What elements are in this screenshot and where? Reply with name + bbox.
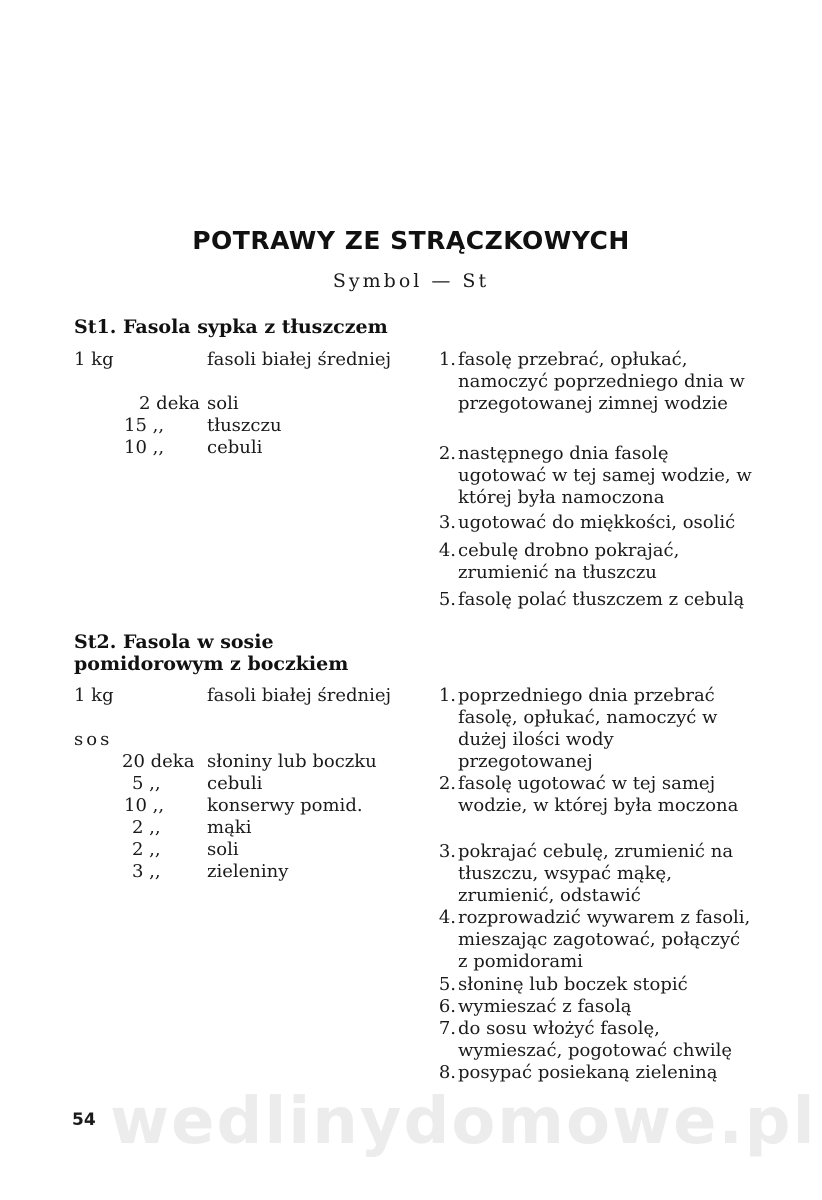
step-number: 3. — [438, 841, 456, 862]
page-title: POTRAWY ZE STRĄCZKOWYCH — [192, 226, 630, 255]
step-text: rozprowadzić wywarem z fasoli, mieszając zagotować, połączyć z pomidorami — [458, 907, 751, 972]
ingredient-qty: 15 ,, — [124, 415, 165, 436]
step-number: 1. — [438, 685, 456, 706]
page-number: 54 — [72, 1110, 96, 1130]
ingredient-qty: 5 ,, — [132, 773, 161, 794]
ingredient-name: fasoli białej średniej — [207, 349, 392, 370]
recipe-heading-st2: St2. Fasola w sosie pomidorowym z boczkiem — [74, 631, 349, 675]
ingredient-qty: 20 deka — [122, 751, 195, 772]
page-subtitle: Symbol — St — [332, 270, 490, 292]
step-number: 2. — [438, 443, 456, 464]
step-number: 8. — [438, 1062, 456, 1083]
ingredient-name: tłuszczu — [207, 415, 282, 436]
step-text: cebulę drobno pokrajać, zrumienić na tłuszczu — [458, 540, 680, 583]
step-number: 1. — [438, 349, 456, 370]
ingredient-qty: 3 ,, — [132, 861, 161, 882]
step-number: 5. — [438, 589, 456, 610]
step-number: 6. — [438, 996, 456, 1017]
step-number: 5. — [438, 974, 456, 995]
ingredient-qty: 1 kg — [74, 349, 114, 370]
ingredient-name: fasoli białej średniej — [207, 685, 392, 706]
ingredient-name: soli — [207, 839, 239, 860]
step-text: fasolę przebrać, opłukać, namoczyć poprzedniego dnia w przegotowanej zimnej wodzie — [458, 349, 745, 414]
step-text: poprzedniego dnia przebrać fasolę, opłukać, namoczyć w dużej ilości wody przegotowanej — [458, 685, 718, 772]
step-text: do sosu włożyć fasolę, wymieszać, pogotować chwilę — [458, 1018, 733, 1061]
ingredient-qty: 2 ,, — [132, 839, 161, 860]
step-text: pokrajać cebulę, zrumienić na tłuszczu, wsypać mąkę, zrumienić, odstawić — [458, 841, 734, 906]
ingredient-qty: 2 deka — [139, 393, 200, 414]
ingredient-name: cebuli — [207, 773, 263, 794]
step-number: 3. — [438, 512, 456, 533]
ingredient-qty: 1 kg — [74, 685, 114, 706]
watermark: wedlinydomowe.pl — [110, 1085, 817, 1159]
step-number: 7. — [438, 1018, 456, 1039]
ingredient-name: soli — [207, 393, 239, 414]
step-text: słoninę lub boczek stopić — [458, 974, 688, 995]
step-text: fasolę ugotować w tej samej wodzie, w której była moczona — [458, 773, 739, 816]
step-text: ugotować do miękkości, osolić — [458, 512, 736, 533]
step-text: wymieszać z fasolą — [458, 996, 632, 1017]
ingredient-name: mąki — [207, 817, 252, 838]
recipe-heading-st1: St1. Fasola sypka z tłuszczem — [74, 316, 388, 338]
step-number: 2. — [438, 773, 456, 794]
ingredient-name: zieleniny — [207, 861, 289, 882]
ingredient-name: słoniny lub boczku — [207, 751, 377, 772]
ingredient-qty: 2 ,, — [132, 817, 161, 838]
step-text: posypać posiekaną zieleniną — [458, 1062, 718, 1083]
ingredient-qty: 10 ,, — [124, 795, 165, 816]
step-text: następnego dnia fasolę ugotować w tej samej wodzie, w której była namoczona — [458, 443, 752, 508]
ingredient-name: cebuli — [207, 437, 263, 458]
ingredient-qty: sos — [74, 729, 113, 750]
step-text: fasolę polać tłuszczem z cebulą — [458, 589, 745, 610]
step-number: 4. — [438, 907, 456, 928]
ingredient-name: konserwy pomid. — [207, 795, 363, 816]
step-number: 4. — [438, 540, 456, 561]
ingredient-qty: 10 ,, — [124, 437, 165, 458]
